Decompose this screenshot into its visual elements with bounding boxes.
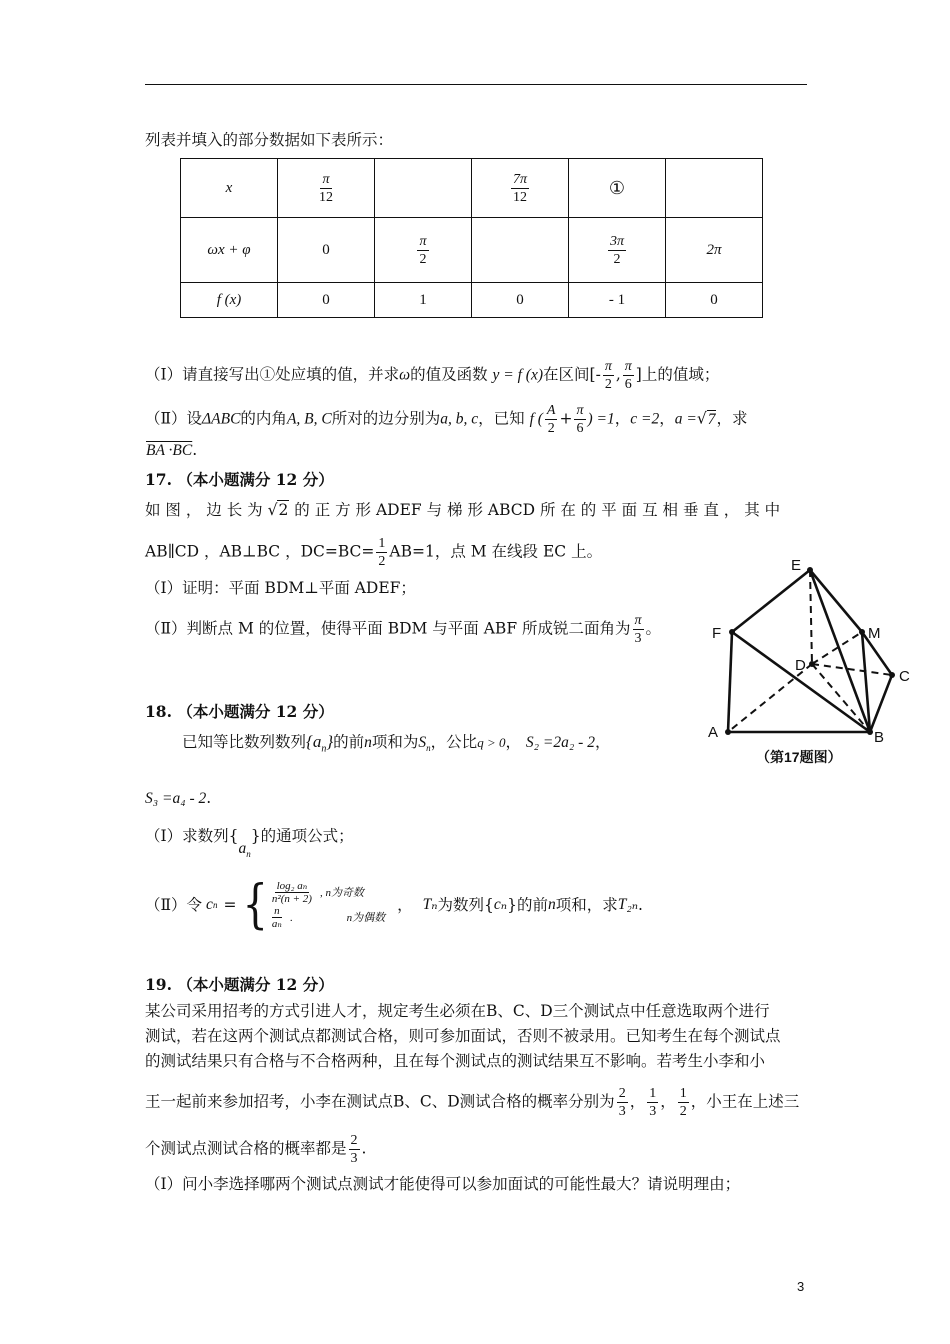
table-cell: 0: [278, 283, 375, 318]
q16-part2: （Ⅱ）设ΔABC的内角A, B, C所对的边分别为a, b, c，已知 f ( $\frac{A}{2}$ + $\frac{\pi}{6}$ ) =1，c =2，a =√7，求: [145, 403, 748, 436]
q19-line3: 的测试结果只有合格与不合格两种，且在每个测试点的测试结果互不影响。若考生小李和小: [145, 1052, 766, 1070]
q17-part1: （Ⅰ）证明：平面 BDM⊥平面 ADEF；: [145, 579, 416, 597]
intro-text: 列表并填入的部分数据如下表所示：: [145, 131, 394, 149]
vertex-M: [859, 629, 865, 635]
q19-part1: （Ⅰ）问小李选择哪两个测试点测试才能使得可以参加面试的可能性最大？请说明理由；: [145, 1175, 741, 1193]
row-head-phase: ωx + φ: [181, 218, 278, 283]
edge-FA: [728, 632, 732, 732]
label-A: A: [708, 724, 719, 741]
vertex-E: [807, 567, 813, 573]
q19-title: 19. （本小题满分 12 分）: [145, 975, 334, 994]
table-cell: 0: [666, 283, 763, 318]
label-C: C: [899, 668, 910, 685]
vertex-F: [729, 629, 735, 635]
cases-brace: {: [242, 875, 268, 935]
q19-line5: 个测试点测试合格的概率都是 $\frac{2}{3}$ .: [145, 1133, 367, 1166]
table-cell: $\frac{7\pi}{12}$: [472, 159, 569, 218]
q18-title: 18. （本小题满分 12 分）: [145, 702, 334, 721]
q17-title: 17. （本小题满分 12 分）: [145, 470, 334, 489]
vertex-C: [889, 672, 895, 678]
row-head-f: f (x): [181, 283, 278, 318]
label-D: D: [795, 657, 806, 674]
table-row: [181, 283, 763, 318]
q17-part2: （Ⅱ）判断点 M 的位置，使得平面 BDM 与平面 ABF 所成锐二面角为 $\frac{\pi}{3}$ 。: [145, 613, 662, 646]
figure-caption: （第17题图）: [756, 749, 842, 765]
table-cell: $\frac{\pi}{2}$: [375, 218, 472, 283]
header-rule: [145, 84, 807, 85]
table-cell: $\frac{3\pi}{2}$: [569, 218, 666, 283]
q16-part1: （Ⅰ）请直接写出①处应填的值，并求ω的值及函数 y = f (x)在区间[- $\frac{\pi}{2}$ , $\frac{\pi}{6}$ ]上的值域；: [145, 359, 720, 392]
page-number: 3: [797, 1279, 805, 1294]
edge-ED-hidden: [810, 570, 812, 664]
q18-part2: （Ⅱ）令 c n = { $\frac{\text{log₂ aₙ}}{\text{n²(n + 2)}}$ , n为奇数 $\frac{n}{\text{aₙ}}$ . n为偶数 ， Tₙ 为数列{ cₙ }的前 n 项和，求 T₂ₙ .: [145, 875, 643, 935]
q18-line2: S₃ =a₄ - 2.: [145, 789, 212, 807]
table-row: [181, 218, 763, 283]
edge-DA-hidden: [728, 664, 812, 732]
value-table: [180, 158, 763, 318]
table-cell: [375, 159, 472, 218]
table-cell: 2π: [666, 218, 763, 283]
label-B: B: [874, 729, 885, 746]
edge-DB-hidden: [812, 664, 870, 732]
table-cell: [472, 218, 569, 283]
vertex-D: [809, 661, 815, 667]
table-cell: 0: [278, 218, 375, 283]
table-cell: [666, 159, 763, 218]
vertex-B: [867, 729, 873, 735]
q19-line1: 某公司采用招考的方式引进人才，规定考生必须在B、C、D三个测试点中任意选取两个进行: [145, 1002, 770, 1020]
q19-line4: 王一起前来参加招考，小李在测试点B、C、D测试合格的概率分别为 $\frac{2}{3}$ ， $\frac{1}{3}$ ， $\frac{1}{2}$ ，小王在上述三: [145, 1086, 800, 1119]
table-cell-blank-1: ①: [569, 159, 666, 218]
edge-EB: [810, 570, 870, 732]
table-cell: 0: [472, 283, 569, 318]
piecewise-cases: $\frac{\text{log₂ aₙ}}{\text{n²(n + 2)}}$ , n为奇数 $\frac{n}{\text{aₙ}}$ . n为偶数: [271, 880, 386, 930]
q17-figure: [700, 552, 925, 772]
q17-line1: 如 图 ， 边 长 为 √2 的 正 方 形 ADEF 与 梯 形 ABCD 所 在 的 平 面 互 相 垂 直 ， 其 中: [145, 501, 781, 519]
label-M: M: [868, 625, 881, 642]
vertex-A: [725, 729, 731, 735]
q18-part1: （Ⅰ）求数列$\{a_n\}$的通项公式；: [145, 827, 354, 860]
table-cell: 1: [375, 283, 472, 318]
label-F: F: [712, 625, 722, 642]
edge-DC-hidden: [812, 664, 892, 675]
table-row: [181, 159, 763, 218]
edge-FB: [732, 632, 870, 732]
table-cell: - 1: [569, 283, 666, 318]
edge-EF: [732, 570, 810, 632]
edge-DM-hidden: [812, 632, 862, 664]
q16-vector-expr: BA ·BC.: [146, 441, 198, 459]
q19-line2: 测试，若在这两个测试点都测试合格，则可参加面试，否则不被录用。已知考生在每个测试点: [145, 1027, 781, 1045]
q18-line1: 已知等比数列数列$\{a_n\}$的前n项和为$S_n$，公比q > 0， S₂ =2a₂ - 2，: [182, 732, 611, 755]
table-cell: $\frac{\pi}{12}$: [278, 159, 375, 218]
q17-line2: AB∥CD ，AB⊥BC ，DC=BC= $\frac{1}{2}$ AB=1，点 M 在线段 EC 上。: [145, 536, 603, 569]
edge-CB: [870, 675, 892, 732]
edge-EM: [810, 570, 862, 632]
label-E: E: [791, 557, 802, 574]
row-head-x: x: [181, 159, 278, 218]
